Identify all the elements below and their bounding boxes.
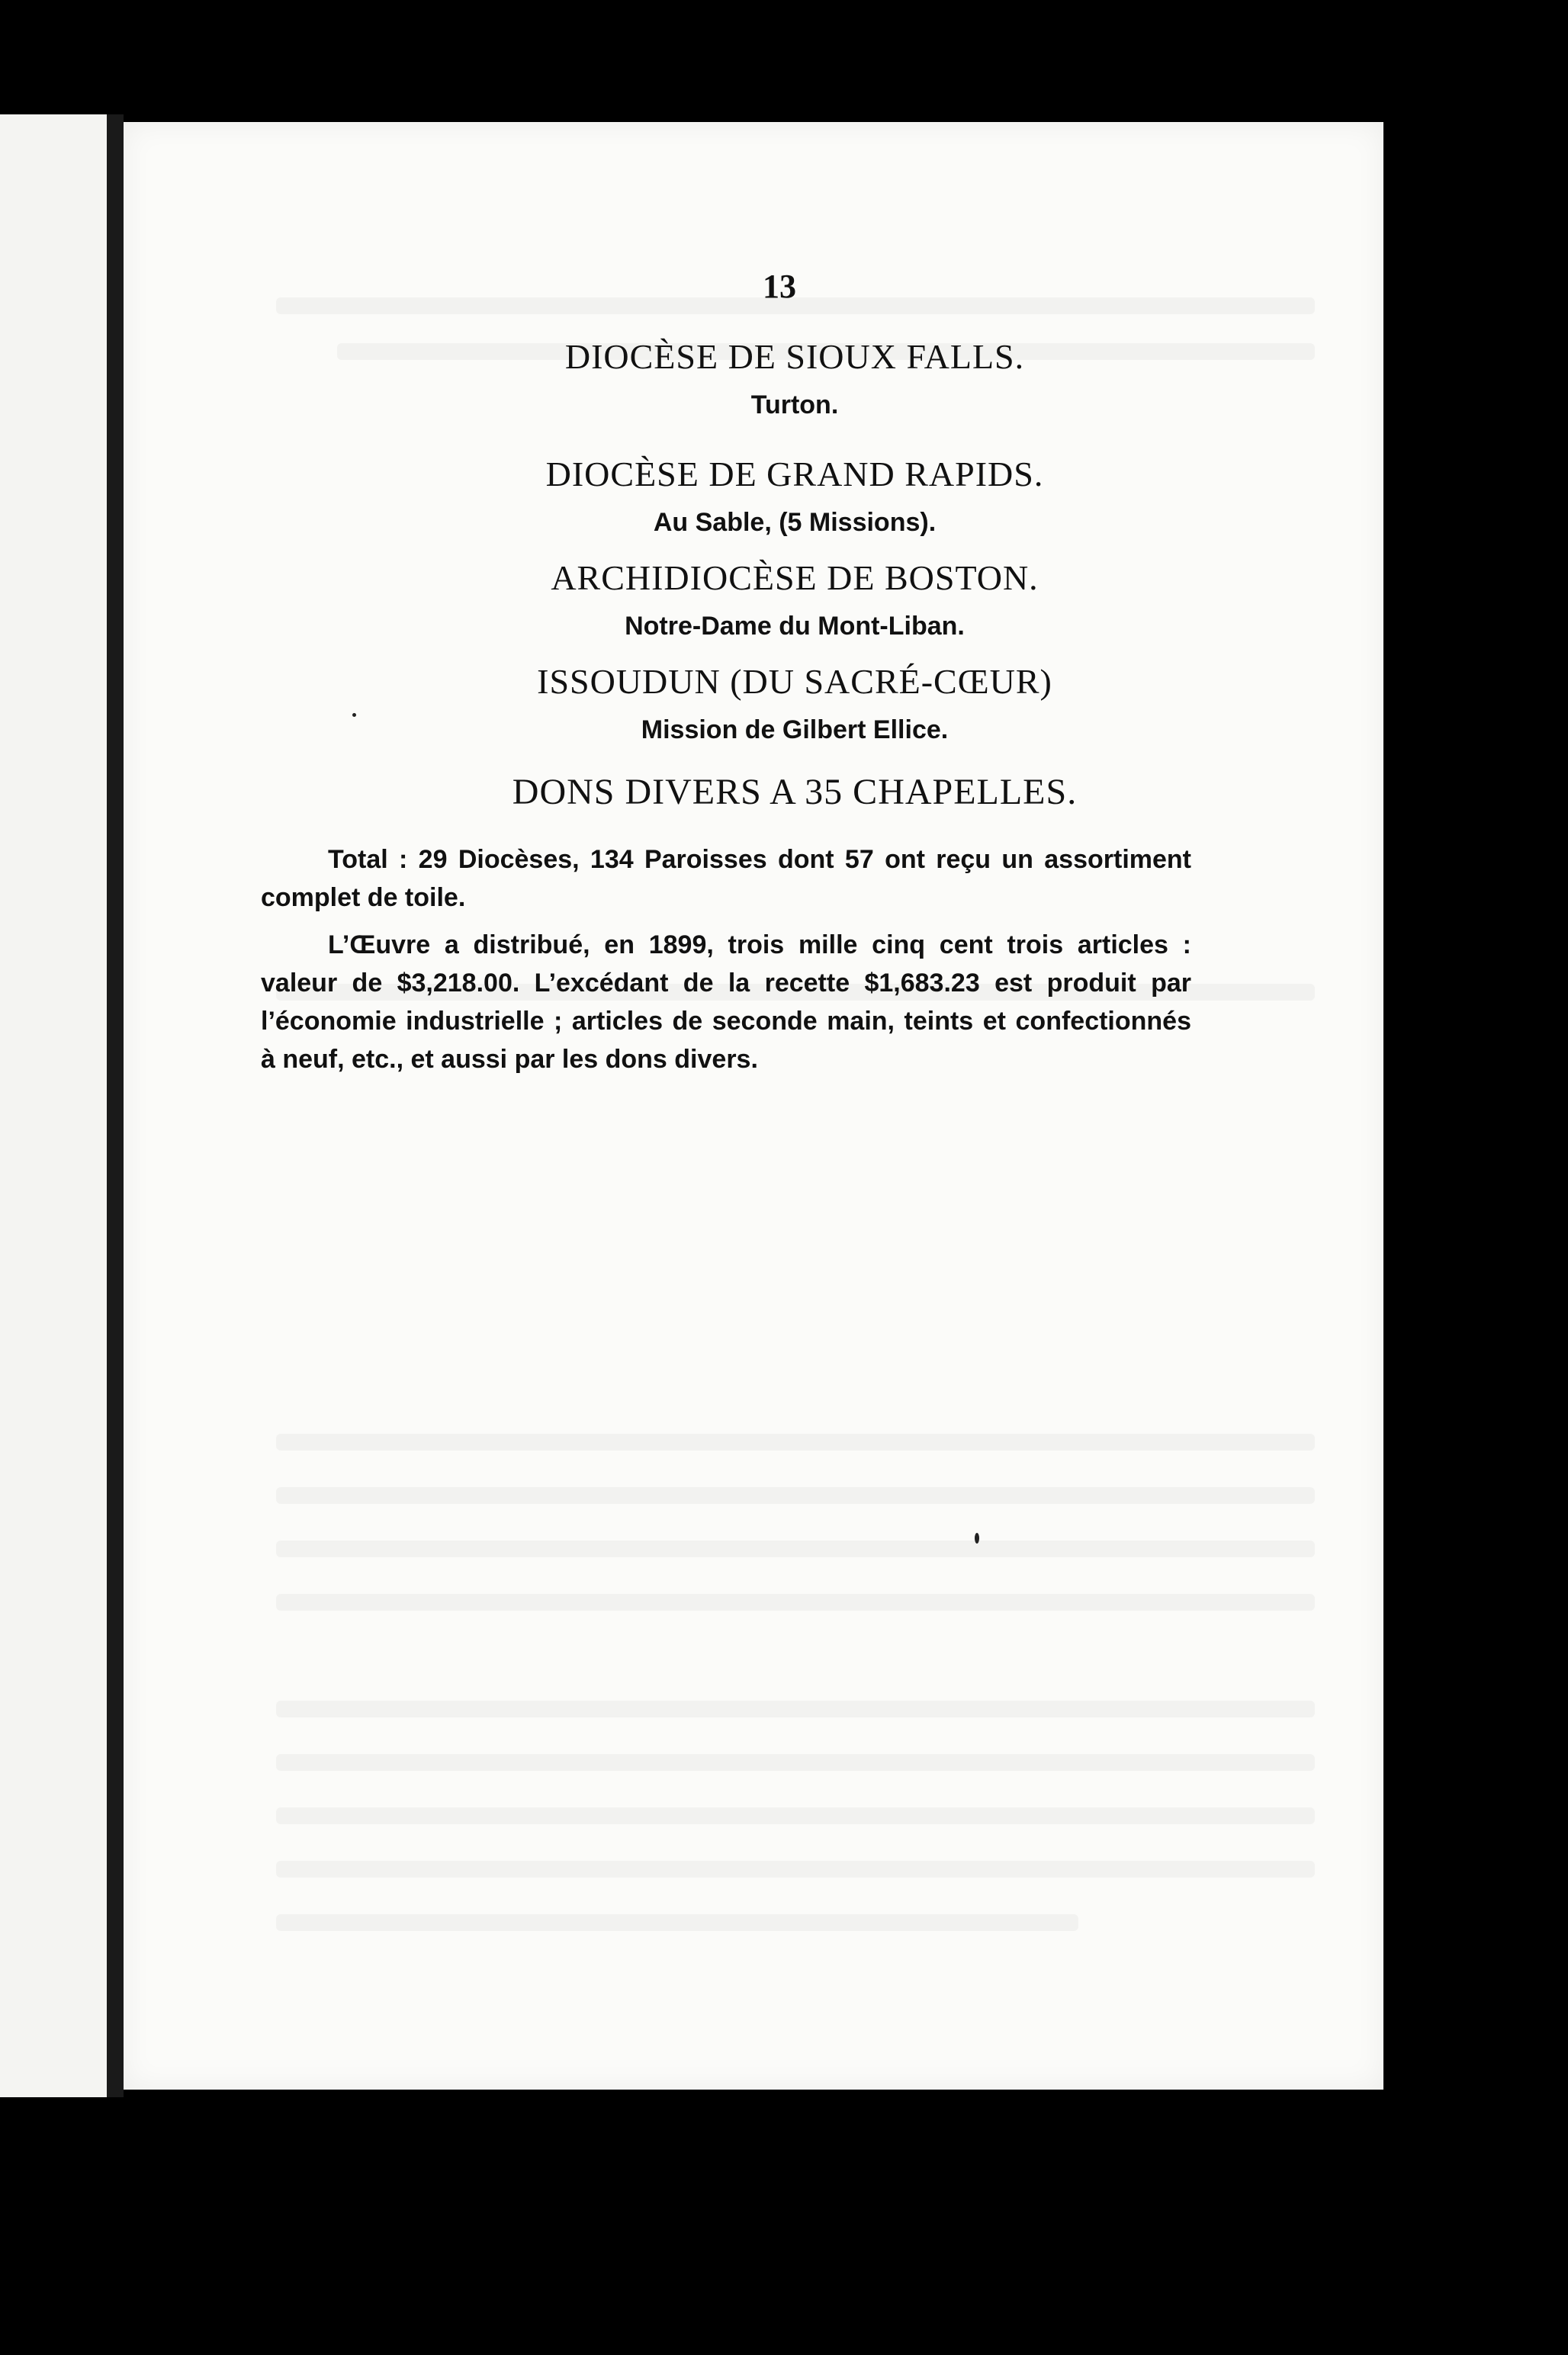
bleed-through-line: [276, 1541, 1315, 1557]
section-title-grand-rapids: DIOCÈSE DE GRAND RAPIDS.: [545, 455, 1044, 493]
section-subtitle-sioux-falls: Turton.: [750, 390, 839, 419]
book-page: [124, 122, 1383, 2090]
bleed-through-line: [276, 1487, 1315, 1504]
facing-page-edge: [0, 114, 107, 2097]
section-subtitle-grand-rapids: Au Sable, (5 Missions).: [653, 508, 937, 537]
bleed-through-line: [276, 1434, 1315, 1451]
bleed-through-line: [276, 1861, 1315, 1878]
dons-divers-heading: DONS DIVERS A 35 CHAPELLES.: [512, 772, 1078, 812]
section-title-issoudun: ISSOUDUN (DU SACRÉ-CŒUR): [537, 662, 1052, 701]
ink-speck: [975, 1533, 979, 1544]
page-number: 13: [763, 268, 796, 305]
total-paragraph: Total : 29 Diocèses, 134 Paroisses dont 57 ont reçu un assortiment complet de toile.: [261, 845, 1191, 912]
binding-shadow: [107, 114, 124, 2097]
section-subtitle-boston: Notre-Dame du Mont-Liban.: [625, 612, 965, 641]
section-subtitle-issoudun: Mission de Gilbert Ellice.: [641, 715, 949, 744]
distribution-paragraph: L’Œuvre a distribué, en 1899, trois mille cinq cent trois articles : valeur de $3,218.00. L’excédant de la recette $1,683.23 est produit par l’économie industrielle ; articles de seconde main, teints et confectionnés à neuf, etc., et aussi par les dons divers.: [261, 930, 1191, 1074]
section-title-sioux-falls: DIOCÈSE DE SIOUX FALLS.: [564, 337, 1025, 376]
bleed-through-line: [276, 1914, 1078, 1931]
bleed-through-line: [276, 1594, 1315, 1611]
bleed-through-line: [276, 1701, 1315, 1717]
bleed-through-line: [276, 1807, 1315, 1824]
section-title-boston: ARCHIDIOCÈSE DE BOSTON.: [551, 558, 1039, 597]
page-content: [261, 267, 1313, 1078]
bleed-through-line: [276, 1754, 1315, 1771]
